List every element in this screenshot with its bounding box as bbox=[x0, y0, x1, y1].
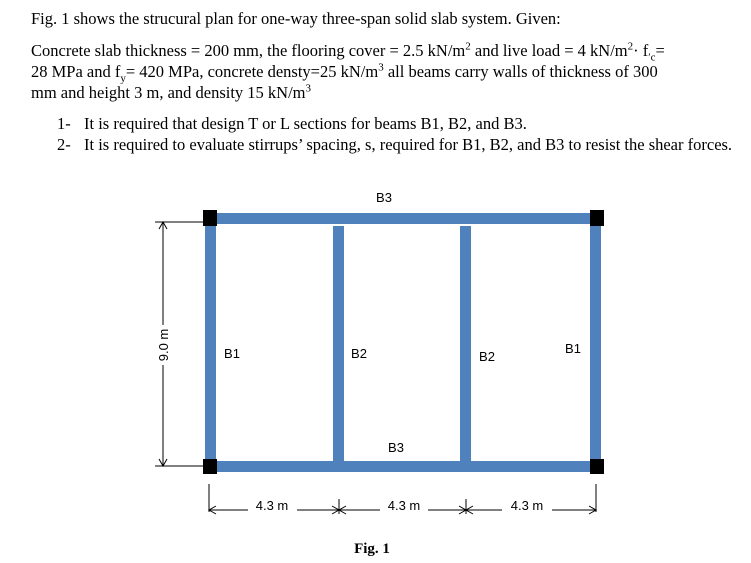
given-text: = 420 MPa, concrete densty=25 kN/m bbox=[125, 62, 379, 81]
intro-paragraph: Fig. 1 shows the strucural plan for one-way three-span solid slab system. Given: bbox=[31, 9, 561, 28]
requirement-number: 2- bbox=[57, 135, 71, 154]
given-text: · bbox=[633, 41, 639, 60]
given-text: and live load = 4 kN/m bbox=[470, 41, 628, 60]
requirement-text: It is required to evaluate stirrups’ spacing, s, required for B1, B2, and B3 to resist the shear forces. bbox=[84, 135, 733, 154]
span-label: 4.3 m bbox=[255, 498, 289, 513]
beam-b3-top bbox=[203, 213, 603, 224]
beam-b1-left bbox=[205, 213, 216, 472]
beam-label-right: B1 bbox=[565, 341, 581, 356]
beam-label-top: B3 bbox=[376, 190, 392, 205]
column bbox=[203, 459, 217, 474]
given-text: Concrete slab thickness = 200 mm, the flooring cover = 2.5 kN/m bbox=[31, 41, 466, 60]
column bbox=[590, 210, 604, 226]
given-text: 28 MPa and f bbox=[31, 62, 121, 81]
column bbox=[203, 210, 217, 226]
subscript: y bbox=[120, 72, 126, 85]
given-text: = bbox=[655, 41, 665, 60]
requirement-text: It is required that design T or L sections for beams B1, B2, and B3. bbox=[84, 114, 527, 133]
requirement-number: 1- bbox=[57, 114, 71, 133]
span-label: 4.3 m bbox=[510, 498, 544, 513]
given-text: f bbox=[638, 41, 649, 60]
beam-label-bottom: B3 bbox=[388, 440, 404, 455]
superscript: 3 bbox=[305, 82, 312, 95]
superscript: 2 bbox=[627, 40, 634, 53]
beam-b2-right bbox=[460, 226, 471, 462]
given-text: mm and height 3 m, and density 15 kN/m bbox=[31, 83, 306, 102]
superscript: 3 bbox=[378, 61, 384, 74]
beam-b2-left bbox=[333, 226, 344, 462]
height-label: 9.0 m bbox=[156, 328, 171, 362]
beam-label-mid-left: B2 bbox=[351, 346, 367, 361]
beam-label-mid-right: B2 bbox=[479, 349, 495, 364]
figure-caption: Fig. 1 bbox=[354, 541, 390, 557]
beam-label-left: B1 bbox=[224, 346, 240, 361]
span-label: 4.3 m bbox=[387, 498, 421, 513]
column bbox=[590, 459, 604, 474]
given-text: all beams carry walls of thickness of 300 bbox=[383, 62, 658, 81]
beam-b3-bottom bbox=[203, 461, 603, 472]
beam-b1-right bbox=[590, 213, 601, 472]
superscript: 2 bbox=[465, 40, 471, 53]
subscript: ′c bbox=[648, 51, 656, 64]
